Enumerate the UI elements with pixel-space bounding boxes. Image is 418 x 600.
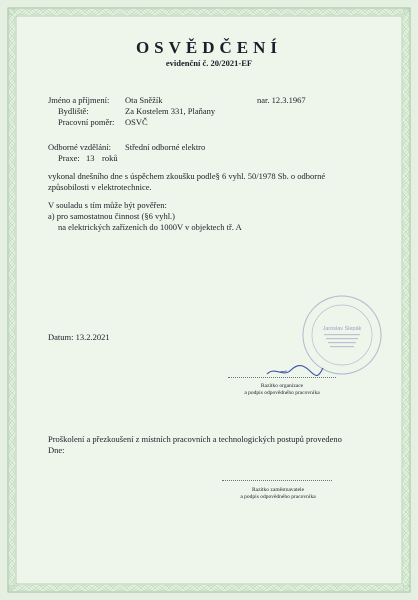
stamp-name: Jaroslav Slepák xyxy=(322,326,362,332)
training-date-label: Dne: xyxy=(48,445,65,455)
signature-caption-employer: a podpis odpovědného pracovníka xyxy=(240,494,316,500)
signature-caption-organization: a podpis odpovědného pracovníka xyxy=(244,390,320,396)
training-text: Proškolení a přezkoušení z místních pracovních a technologických postupů provedeno xyxy=(48,434,342,444)
authorization-item-a: a) pro samostatnou činnost (§6 vyhl.) xyxy=(48,211,176,221)
practice-label: Praxe: xyxy=(58,153,80,163)
residence-label: Bydliště: xyxy=(58,106,89,116)
stamp-caption-employer: Razítko zaměstnavatele xyxy=(251,487,305,493)
practice-unit: roků xyxy=(102,153,118,163)
issue-date: Datum: 13.2.2021 xyxy=(48,332,110,342)
residence-value: Za Kostelem 331, Plaňany xyxy=(125,106,216,116)
certificate-title: OSVĚDČENÍ xyxy=(135,38,283,57)
exam-line-1: vykonal dnešního dne s úspěchem zkoušku podle§ 6 vyhl. 50/1978 Sb. o odborné xyxy=(48,171,326,181)
practice-value: 13 xyxy=(86,153,95,163)
name-label: Jméno a příjmení: xyxy=(48,95,110,105)
signature-line-organization xyxy=(228,377,336,378)
authorization-item-a-detail: na elektrických zařízeních do 1000V v objektech tř. A xyxy=(58,222,242,232)
authorization-intro: V souladu s tím může být pověřen: xyxy=(48,200,167,210)
stamp-caption-organization: Razítko organizace xyxy=(260,383,304,389)
employment-label: Pracovní poměr: xyxy=(58,117,115,127)
education-value: Střední odborné elektro xyxy=(125,142,206,152)
name-value: Ota Sněžík xyxy=(125,95,163,105)
employment-value: OSVČ xyxy=(125,117,148,127)
registry-number: evidenční č. 20/2021-EF xyxy=(165,58,253,68)
education-label: Odborné vzdělání: xyxy=(48,142,112,152)
birth-date: nar. 12.3.1967 xyxy=(257,95,306,105)
exam-line-2: způsobilosti v elektrotechnice. xyxy=(48,182,152,192)
signature-line-employer xyxy=(222,480,332,481)
